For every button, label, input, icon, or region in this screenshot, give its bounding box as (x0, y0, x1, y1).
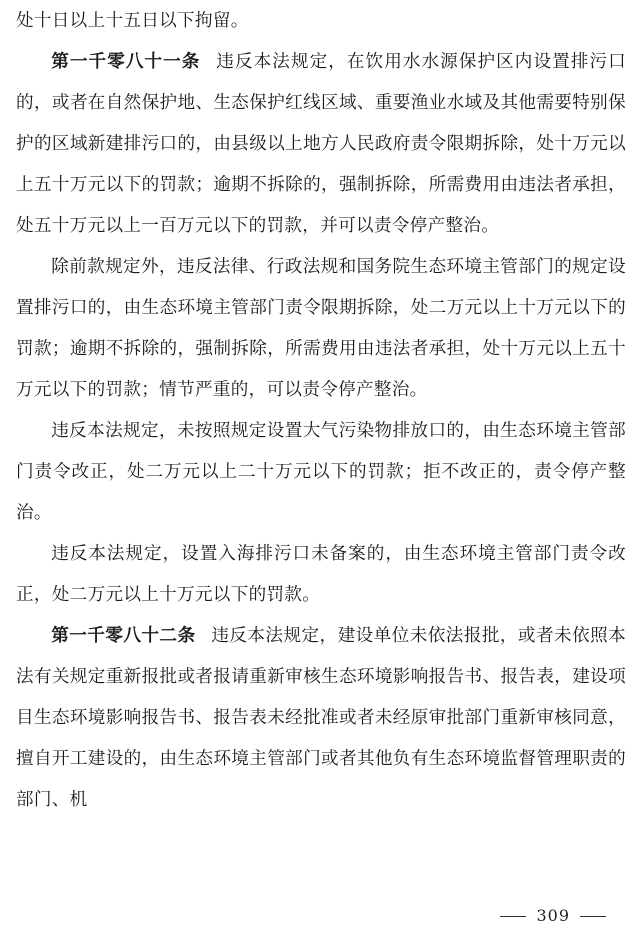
paragraph-text: 违反本法规定，在饮用水水源保护区内设置排污口的，或者在自然保护地、生态保护红线区域、重要渔业水域及其他需要特别保护的区域新建排污口的，由县级以上地方人民政府责令限期拆除，处十万元以上五十万元以下的罚款；逾期不拆除的，强制拆除，所需费用由违法者承担，处五十万元以上一百万元以下的罚款，并可以责令停产整治。 (16, 52, 626, 236)
article-1082 (16, 616, 626, 821)
paragraph-text: 违反本法规定，未按照规定设置大气污染物排放口的，由生态环境主管部门责令改正，处二万元以上二十万元以下的罚款；拒不改正的，责令停产整治。 (16, 421, 626, 523)
article-1081 (16, 42, 626, 247)
page-number: 309 (536, 906, 570, 925)
article-heading: 第一千零八十一条 (51, 52, 201, 72)
paragraph-text: 处十日以上十五日以下拘留。 (16, 11, 249, 31)
paragraph (16, 534, 626, 616)
paragraph-text: 违反本法规定，建设单位未依法报批，或者未依照本法有关规定重新报批或者报请重新审核生态环境影响报告书、报告表，建设项目生态环境影响报告书、报告表未经批准或者未经原审批部门重新审核同意，擅自开工建设的，由生态环境主管部门或者其他负有生态环境监督管理职责的部门、机 (16, 626, 626, 810)
document-page (16, 0, 626, 821)
paragraph (16, 411, 626, 534)
page-footer (490, 906, 616, 925)
footer-dash-right (580, 916, 606, 917)
footer-dash-left (500, 916, 526, 917)
paragraph-text: 违反本法规定，设置入海排污口未备案的，由生态环境主管部门责令改正，处二万元以上十万元以下的罚款。 (16, 544, 626, 605)
paragraph-text: 除前款规定外，违反法律、行政法规和国务院生态环境主管部门的规定设置排污口的，由生态环境主管部门责令限期拆除，处二万元以上十万元以下的罚款；逾期不拆除的，强制拆除，所需费用由违法者承担，处十万元以上五十万元以下的罚款；情节严重的，可以责令停产整治。 (16, 257, 626, 400)
paragraph (16, 247, 626, 411)
paragraph-continuation (16, 0, 626, 42)
article-heading: 第一千零八十二条 (51, 626, 196, 646)
